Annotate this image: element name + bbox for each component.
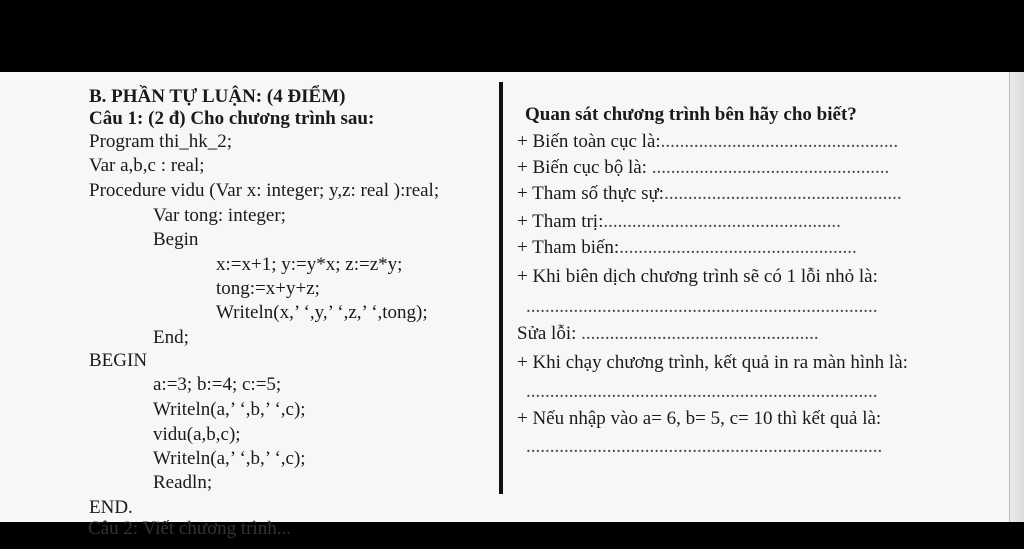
- code-line: Writeln(a,’ ‘,b,’ ‘,c);: [153, 448, 306, 469]
- question-line: + Khi biên dịch chương trình sẽ có 1 lỗi nhỏ là:: [517, 266, 878, 287]
- page-edge-line: [1009, 72, 1010, 522]
- code-line: BEGIN: [89, 350, 148, 371]
- code-line: Var a,b,c : real;: [89, 155, 205, 176]
- section-title: B. PHẦN TỰ LUẬN: (4 ĐIỂM): [89, 86, 346, 107]
- question-line: + Biến cục bộ là: ..................................................: [517, 157, 890, 178]
- right-title: Quan sát chương trình bên hãy cho biết?: [525, 104, 857, 125]
- question-line: + Tham trị:..................................................: [517, 211, 841, 232]
- page-edge-shadow: [1010, 72, 1024, 522]
- answer-dots: ..........................................................................: [526, 296, 878, 317]
- cut-off-next-question: Câu 2: Viết chương trình...: [88, 518, 292, 539]
- question-line: Sửa lỗi: ..................................................: [517, 323, 819, 344]
- answer-dots: ..................................................: [660, 131, 899, 152]
- answer-dots: ..................................................: [603, 211, 841, 232]
- column-divider: [499, 82, 503, 494]
- code-line: End;: [153, 327, 189, 348]
- question-line: + Nếu nhập vào a= 6, b= 5, c= 10 thì kết quả là:: [517, 408, 882, 429]
- answer-dots: ..................................................: [664, 183, 902, 204]
- code-line: tong:=x+y+z;: [216, 278, 320, 299]
- code-line: Writeln(a,’ ‘,b,’ ‘,c);: [153, 399, 306, 420]
- code-line: Begin: [153, 229, 199, 250]
- code-line: vidu(a,b,c);: [153, 424, 241, 445]
- code-line: x:=x+1; y:=y*x; z:=z*y;: [216, 254, 403, 275]
- answer-dots: ..................................................: [581, 323, 819, 344]
- question-line: + Tham số thực sự:..................................................: [517, 183, 902, 204]
- question-title: Câu 1: (2 đ) Cho chương trình sau:: [89, 108, 375, 129]
- answer-dots: ..................................................: [619, 237, 857, 258]
- code-line: Readln;: [153, 472, 213, 493]
- answer-dots: ..........................................................................: [526, 381, 878, 402]
- code-line: Var tong: integer;: [153, 205, 286, 226]
- code-line: a:=3; b:=4; c:=5;: [153, 374, 282, 395]
- question-line: + Tham biến:..................................................: [517, 237, 857, 258]
- question-line: + Khi chạy chương trình, kết quả in ra màn hình là:: [517, 352, 908, 373]
- answer-dots: ..................................................: [651, 157, 890, 178]
- code-line: END.: [89, 497, 133, 518]
- code-line: Writeln(x,’ ‘,y,’ ‘,z,’ ‘,tong);: [216, 302, 428, 323]
- code-line: Program thi_hk_2;: [89, 131, 233, 152]
- code-line: Procedure vidu (Var x: integer; y,z: real ):real;: [89, 180, 440, 201]
- question-line: + Biến toàn cục là:..................................................: [517, 131, 899, 152]
- answer-dots: ...........................................................................: [526, 436, 883, 457]
